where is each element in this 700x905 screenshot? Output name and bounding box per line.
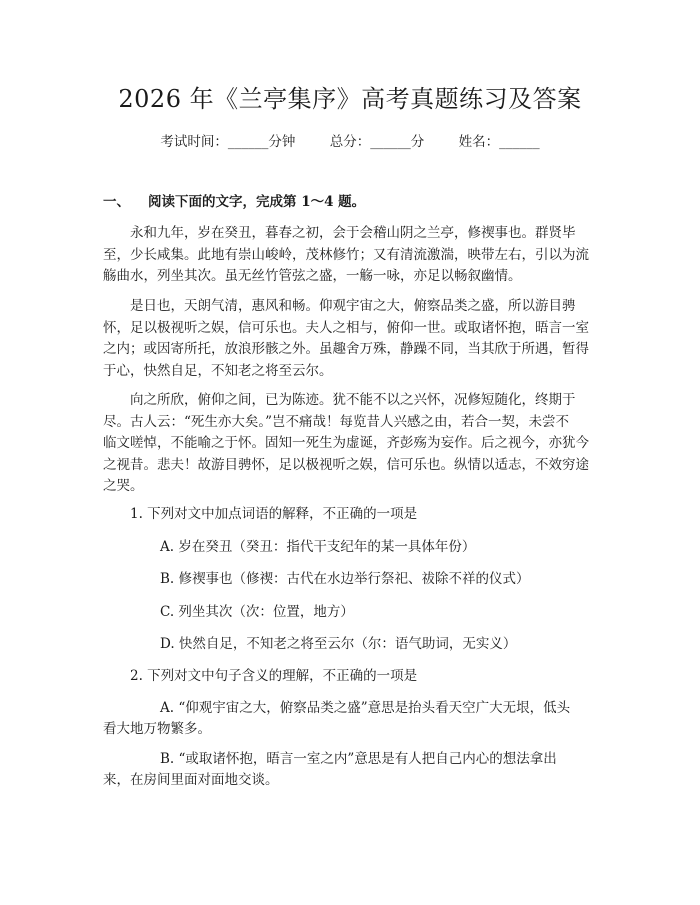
- passage-paragraph-3: [103, 390, 603, 498]
- question-1-stem: 1. 下列对文中加点词语的解释，不正确的一项是: [130, 506, 418, 522]
- question-2-option-a: [103, 698, 603, 740]
- passage-line: 永和九年，岁在癸丑，暮春之初，会于会稽山阴之兰亭，修禊事也。群贤毕: [103, 225, 576, 241]
- passage-line: 之哭。: [103, 478, 144, 494]
- passage-line: 之视昔。悲夫！故游目骋怀，足以极视听之娱，信可乐也。纵情以适志，不效穷途: [103, 456, 589, 473]
- question-1-option-a: A. 岁在癸丑（癸丑：指代干支纪年的某一具体年份）: [160, 539, 476, 555]
- question-1-option-b: B. 修禊事也（修禊：古代在水边举行祭祀、祓除不祥的仪式）: [160, 571, 530, 587]
- page-title: 2026 年《兰亭集序》高考真题练习及答案: [118, 85, 582, 113]
- passage-line: 觞曲水，列坐其次。虽无丝竹管弦之盛，一觞一咏，亦足以畅叙幽情。: [103, 268, 522, 284]
- passage-paragraph-2: [103, 296, 603, 382]
- passage-line: 至，少长咸集。此地有崇山峻岭，茂林修竹；又有清流激湍，映带左右，引以为流: [103, 246, 589, 263]
- option-line: 看大地万物繁多。: [103, 721, 211, 737]
- option-line: A. “仰观宇宙之大，俯察品类之盛”意思是抬头看天空广大无垠，低头: [160, 700, 571, 716]
- passage-line: 之内；或因寄所托，放浪形骸之外。虽趣舍万殊，静躁不同，当其欣于所遇，暂得: [103, 341, 589, 357]
- question-2-stem: 2. 下列对文中句子含义的理解，不正确的一项是: [130, 668, 418, 684]
- option-line: 来，在房间里面对面地交谈。: [103, 772, 279, 788]
- section-heading: [103, 192, 365, 212]
- student-name-label: 姓名：______: [458, 134, 540, 150]
- total-score-label: 总分：______分: [329, 134, 425, 150]
- question-1-option-c: C. 列坐其次（次：位置，地方）: [160, 604, 354, 620]
- question-1-option-d: D. 快然自足，不知老之将至云尔（尔：语气助词，无实义）: [160, 636, 517, 652]
- section-number: 一、: [103, 194, 130, 210]
- passage-line: 尽。古人云：“死生亦大矣。”岂不痛哉！每览昔人兴感之由，若合一契，未尝不: [103, 413, 570, 430]
- passage-paragraph-1: [103, 223, 603, 288]
- passage-line: 临文嗟悼，不能喻之于怀。固知一死生为虚诞，齐彭殇为妄作。后之视今，亦犹今: [103, 435, 589, 451]
- exam-time-label: 考试时间：______分钟: [160, 134, 296, 150]
- passage-line: 于心，快然自足，不知老之将至云尔。: [103, 362, 333, 379]
- passage-line: 向之所欣，俯仰之间，已为陈迹。犹不能不以之兴怀，况修短随化，终期于: [103, 392, 576, 408]
- exam-meta: [0, 132, 700, 152]
- passage-line: 是日也，天朗气清，惠风和畅。仰观宇宙之大，俯察品类之盛，所以游目骋: [103, 298, 576, 314]
- passage-line: 怀，足以极视听之娱，信可乐也。夫人之相与，俯仰一世。或取诸怀抱，晤言一室: [103, 319, 589, 336]
- option-line: B. “或取诸怀抱，晤言一室之内”意思是有人把自己内心的想法拿出: [160, 751, 557, 767]
- question-2-option-b: [103, 749, 603, 791]
- section-instruction: 阅读下面的文字，完成第 1～4 题。: [148, 194, 366, 210]
